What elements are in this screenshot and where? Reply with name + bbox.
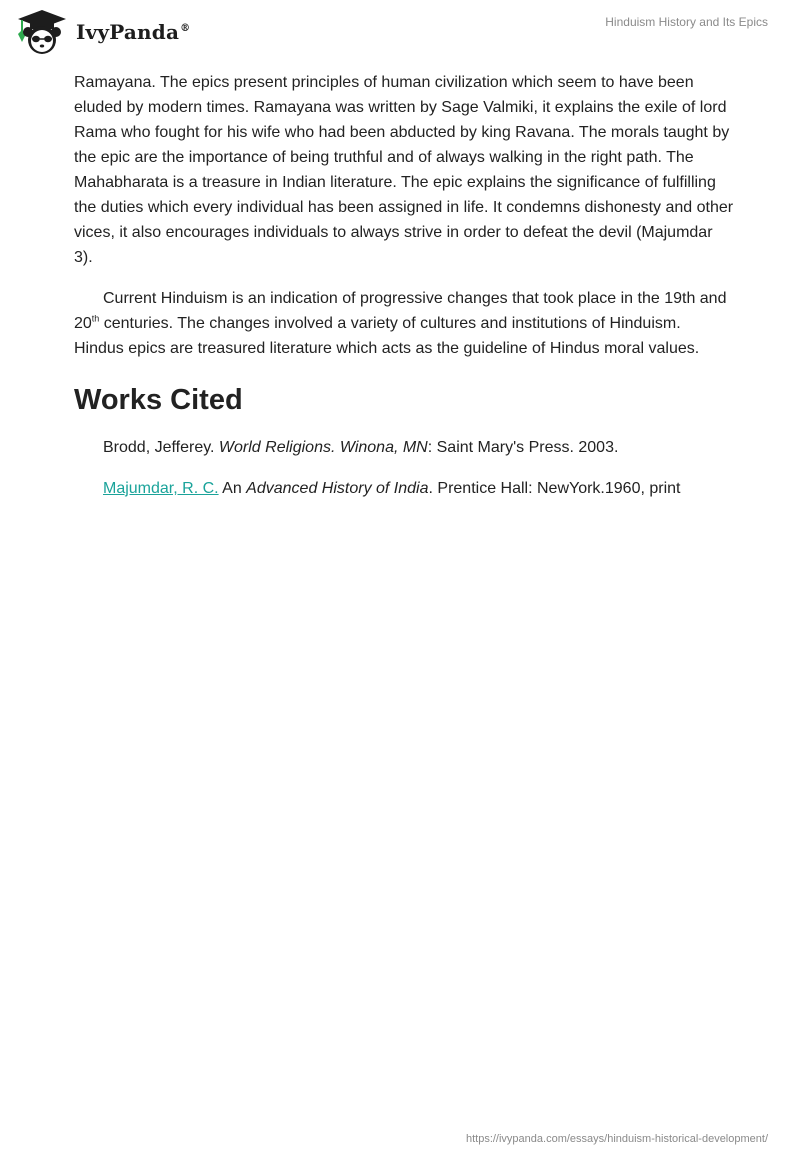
panda-graduate-icon [14,8,70,56]
page-header [0,0,800,64]
essay-content [74,70,734,517]
citation-entry: Majumdar, R. C. An Advanced History of India. Prentice Hall: NewYork.1960, print [103,480,681,497]
document-title: Hinduism History and Its Epics [605,15,768,29]
body-paragraph: Current Hinduism is an indication of progressive changes that took place in the 19th and 20th centuries. The changes involved a variety of cultures and institutions of Hinduism. Hindus epics are treasured literature which acts as the guideline of Hindus moral values. [74,290,727,357]
ivypanda-logo[interactable] [14,8,190,56]
brand-name: IvyPanda® [76,20,191,44]
citation-author-link[interactable]: Majumdar, R. C. [103,480,219,497]
citation-entry: Brodd, Jefferey. World Religions. Winona, MN: Saint Mary's Press. 2003. [103,439,619,456]
works-cited-heading: Works Cited [74,384,243,416]
body-paragraph: Ramayana. The epics present principles of human civilization which seem to have been eluded by modern times. Ramayana was written by Sage Valmiki, it explains the exile of lord Rama who fought for his wife who had been abducted by king Ravana. The morals taught by the epic are the importance of being truthful and of always walking in the right path. The Mahabharata is a treasure in Indian literature. The epic explains the significance of fulfilling the duties which every individual has been assigned in life. It condemns dishonesty and other vices, it also encourages individuals to always strive in order to defeat the devil (Majumdar 3). [74,74,734,266]
source-url: https://ivypanda.com/essays/hinduism-historical-development/ [465,1133,768,1145]
